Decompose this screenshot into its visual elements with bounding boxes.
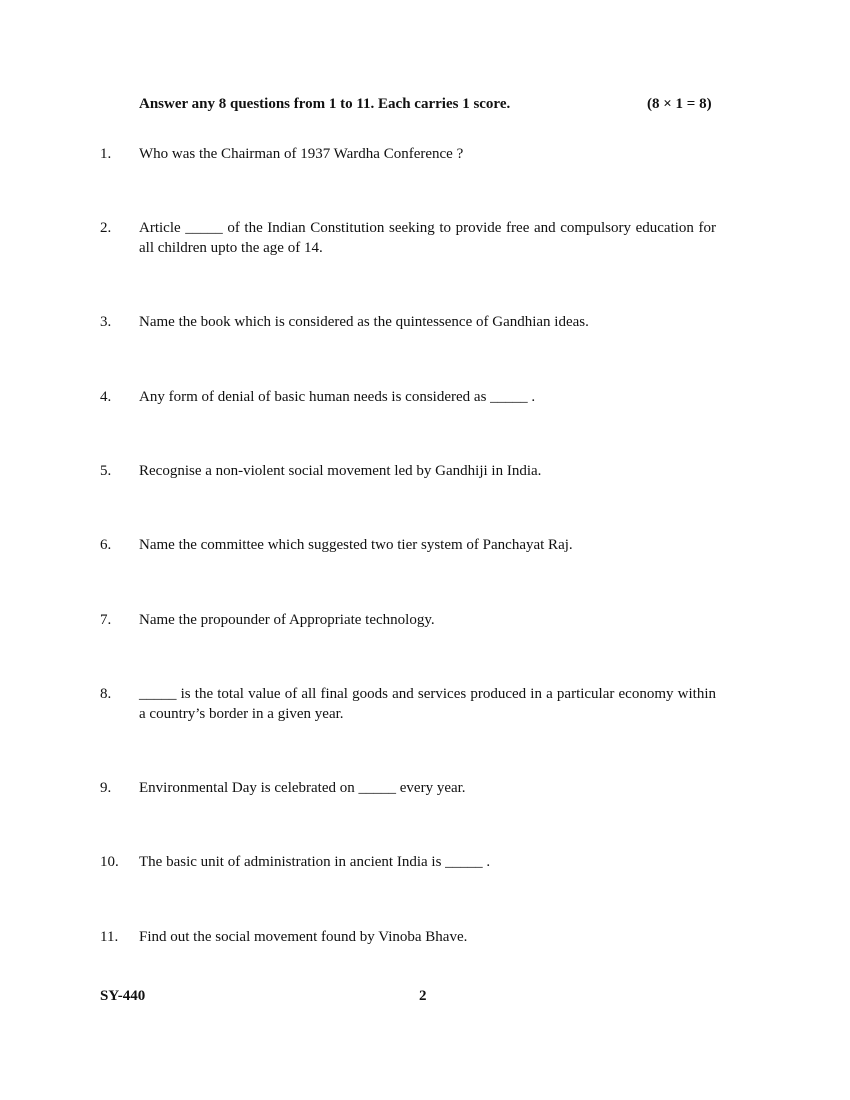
question-text: Name the book which is considered as the quintessence of Gandhian ideas.: [139, 314, 589, 330]
question-number: 3.: [100, 314, 112, 330]
question-1: [100, 144, 716, 164]
question-5: [100, 461, 716, 481]
question-number: 5.: [100, 463, 112, 479]
question-text: _____ is the total value of all final goods and services produced in a particular economy within a country’s border in a given year.: [139, 686, 716, 722]
question-text: Find out the social movement found by Vinoba Bhave.: [139, 929, 468, 945]
question-6: [100, 535, 716, 555]
question-8: [100, 684, 716, 724]
question-4: [100, 387, 716, 407]
question-text: Name the committee which suggested two tier system of Panchayat Raj.: [139, 537, 573, 553]
question-number: 6.: [100, 537, 112, 553]
question-9: [100, 778, 716, 798]
question-number: 11.: [100, 929, 119, 945]
question-11: [100, 927, 716, 947]
question-number: 7.: [100, 612, 112, 628]
question-text: Recognise a non-violent social movement led by Gandhiji in India.: [139, 463, 542, 479]
question-number: 2.: [100, 220, 112, 236]
question-text: Who was the Chairman of 1937 Wardha Conference ?: [139, 146, 464, 162]
question-2: [100, 218, 716, 258]
paper-code: SY-440: [100, 988, 146, 1004]
question-number: 10.: [100, 854, 119, 870]
question-text: Name the propounder of Appropriate technology.: [139, 612, 435, 628]
question-number: 1.: [100, 146, 112, 162]
question-number: 9.: [100, 780, 112, 796]
question-7: [100, 610, 716, 630]
question-3: [100, 312, 716, 332]
question-number: 4.: [100, 389, 112, 405]
page-number: 2: [419, 988, 427, 1004]
question-number: 8.: [100, 686, 112, 702]
section-marks: (8 × 1 = 8): [647, 96, 712, 112]
question-text: The basic unit of administration in ancient India is _____ .: [139, 854, 491, 870]
question-text: Article _____ of the Indian Constitution seeking to provide free and compulsory education for all children upto the age of 14.: [139, 220, 716, 256]
question-10: [100, 852, 716, 872]
question-text: Environmental Day is celebrated on _____ every year.: [139, 780, 466, 796]
section-instruction: Answer any 8 questions from 1 to 11. Each carries 1 score.: [139, 96, 511, 112]
question-text: Any form of denial of basic human needs is considered as _____ .: [139, 389, 536, 405]
